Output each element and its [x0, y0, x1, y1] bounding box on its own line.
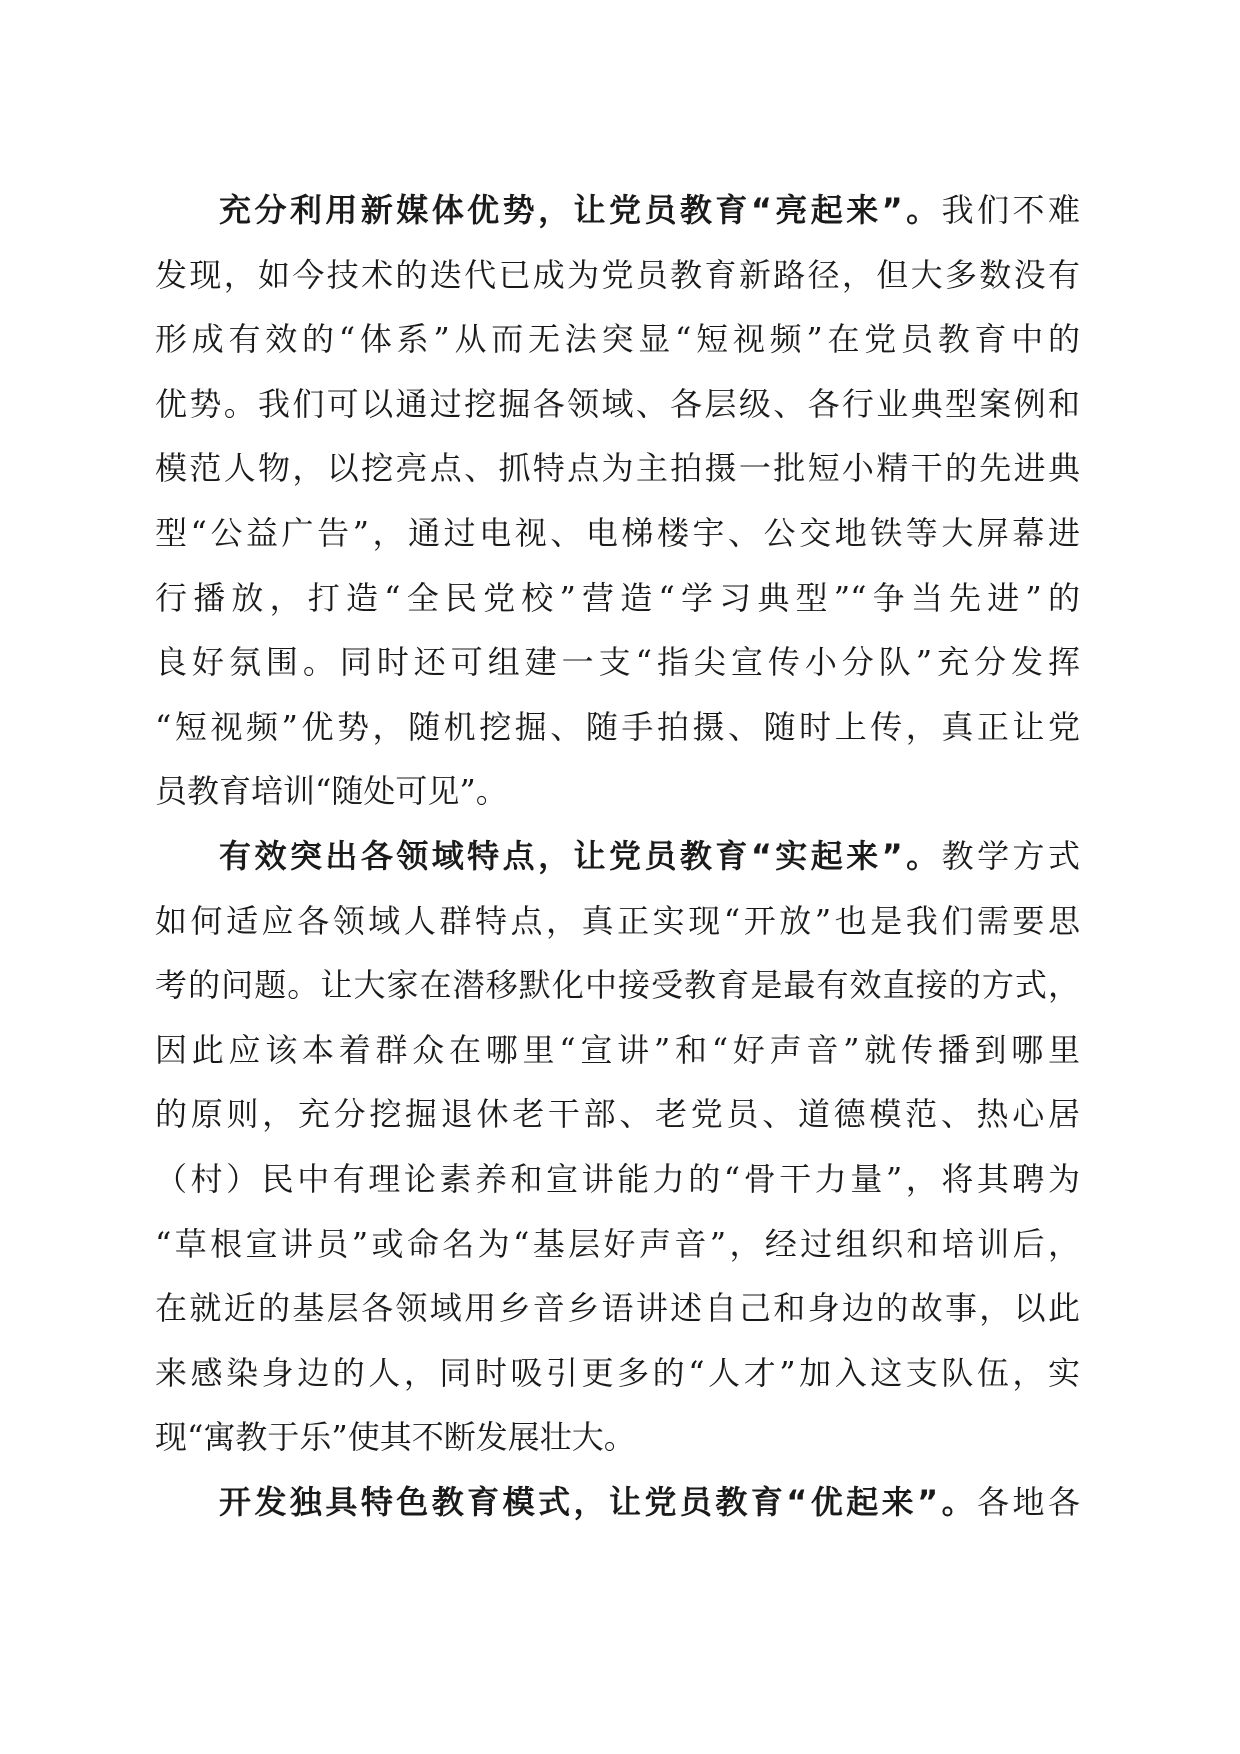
paragraph-2-line-7: “草根宣讲员”或命名为“基层好声音”，经过组织和培训后， — [155, 1224, 1080, 1263]
paragraph-1-line-6: 型“公益广告”，通过电视、电梯楼宇、公交地铁等大屏幕进 — [155, 513, 1080, 552]
paragraph-1-line-4: 优势。我们可以通过挖掘各领域、各层级、各行业典型案例和 — [155, 384, 1080, 423]
paragraph-1-heading: 充分利用新媒体优势，让党员教育“亮起来”。 — [219, 191, 942, 229]
paragraph-2-line-2: 如何适应各领域人群特点，真正实现“开放”也是我们需要思 — [155, 901, 1080, 940]
paragraph-1-line-9: “短视频”优势，随机挖掘、随手拍摄、随时上传，真正让党 — [155, 707, 1080, 746]
paragraph-1-line-7: 行播放，打造“全民党校”营造“学习典型”“争当先进”的 — [155, 578, 1080, 617]
paragraph-3-first-line — [155, 1470, 1080, 1535]
paragraph-1-first-line — [155, 178, 1080, 243]
document-body — [155, 178, 1080, 1534]
paragraph-2-lead-text: 教学方式 — [941, 836, 1080, 875]
paragraph-2-line-10: 现“寓教于乐”使其不断发展壮大。 — [155, 1418, 636, 1457]
paragraph-2-first-line — [155, 824, 1080, 889]
paragraph-2-heading: 有效突出各领域特点，让党员教育“实起来”。 — [219, 836, 942, 875]
paragraph-1-line-2: 发现，如今技术的迭代已成为党员教育新路径，但大多数没有 — [155, 255, 1080, 294]
paragraph-1-line-10: 员教育培训“随处可见”。 — [155, 772, 508, 811]
paragraph-3-heading: 开发独具特色教育模式，让党员教育“优起来”。 — [219, 1482, 978, 1521]
paragraph-1-lead-text: 我们不难 — [941, 191, 1080, 229]
paragraph-2-line-9: 来感染身边的人，同时吸引更多的“人才”加入这支队伍，实 — [155, 1353, 1080, 1392]
paragraph-1-line-8: 良好氛围。同时还可组建一支“指尖宣传小分队”充分发挥 — [155, 643, 1080, 682]
paragraph-2-line-6: （村）民中有理论素养和宣讲能力的“骨干力量”，将其聘为 — [155, 1159, 1080, 1198]
paragraph-1-line-3: 形成有效的“体系”从而无法突显“短视频”在党员教育中的 — [155, 320, 1080, 359]
paragraph-2-line-5: 的原则，充分挖掘退休老干部、老党员、道德模范、热心居 — [155, 1095, 1080, 1134]
paragraph-3-lead-text: 各地各 — [977, 1482, 1080, 1521]
paragraph-2-line-4: 因此应该本着群众在哪里“宣讲”和“好声音”就传播到哪里 — [155, 1030, 1080, 1069]
paragraph-2-line-3: 考的问题。让大家在潜移默化中接受教育是最有效直接的方式， — [155, 966, 1080, 1005]
paragraph-1-line-5: 模范人物，以挖亮点、抓特点为主拍摄一批短小精干的先进典 — [155, 449, 1080, 488]
paragraph-2-line-8: 在就近的基层各领域用乡音乡语讲述自己和身边的故事，以此 — [155, 1289, 1080, 1328]
